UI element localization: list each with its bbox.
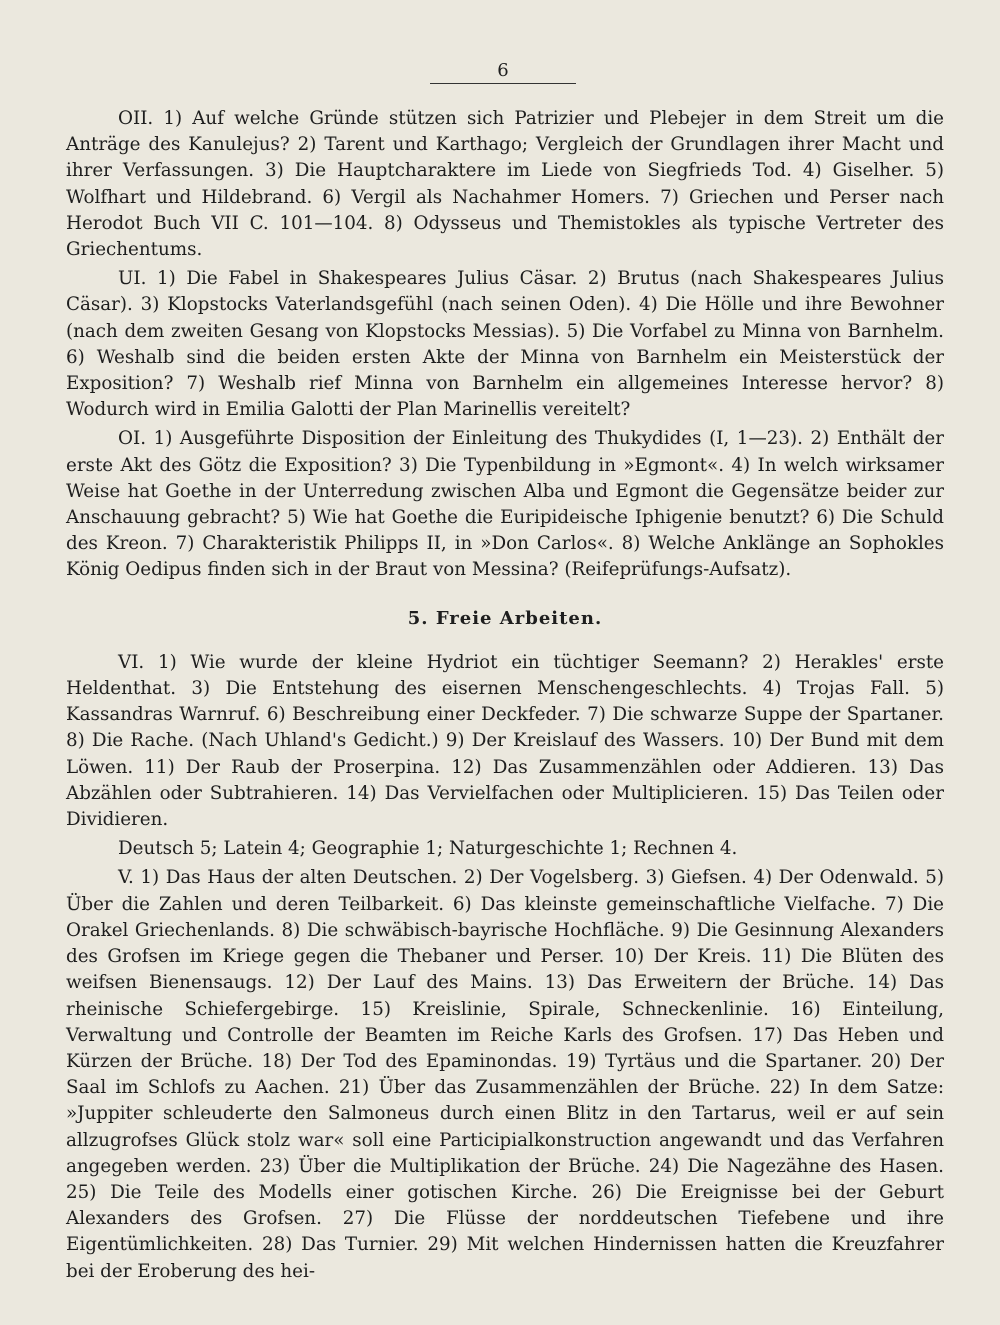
- paragraph-ui: UI. 1) Die Fabel in Shakespeares Julius Cäsar. 2) Brutus (nach Shakespeares Julius Cäsar). 3) Klopstocks Vaterlandsgefühl (nach seinen Oden). 4) Die Hölle und ihre Bewohner (nach dem zweiten Gesang von Klopstocks Messias). 5) Die Vorfabel zu Minna von Barnhelm. 6) Weshalb sind die beiden ersten Akte der Minna von Barnhelm ein Meisterstück der Exposition? 7) Weshalb rief Minna von Barnhelm ein allgemeines Interesse hervor? 8) Wodurch wird in Emilia Galotti der Plan Marinellis vereitelt?: [66, 268, 944, 421]
- summary-vi: Deutsch 5; Latein 4; Geographie 1; Naturgeschichte 1; Rechnen 4.: [118, 838, 738, 860]
- paragraph-vi: VI. 1) Wie wurde der kleine Hydriot ein tüchtiger Seemann? 2) Herakles' erste Heldenthat. 3) Die Entstehung des eisernen Menschengeschlechts. 4) Trojas Fall. 5) Kassandras Warnruf. 6) Beschreibung einer Deckfeder. 7) Die schwarze Suppe der Spartaner. 8) Die Rache. (Nach Uhland's Gedicht.) 9) Der Kreislauf des Wassers. 10) Der Bund mit dem Löwen. 11) Der Raub der Proserpina. 12) Das Zusammenzählen oder Addieren. 13) Das Abzählen oder Subtrahieren. 14) Das Vervielfachen oder Multiplicieren. 15) Das Teilen oder Dividieren.: [66, 651, 944, 831]
- paragraph-oi: OI. 1) Ausgeführte Disposition der Einleitung des Thukydides (I, 1—23). 2) Enthält der erste Akt des Götz die Exposition? 3) Die Typenbildung in »Egmont«. 4) In welch wirksamer Weise hat Goethe in der Unterredung zwischen Alba und Egmont die Gegensätze beider zur Anschauung gebracht? 5) Wie hat Goethe die Euripideische Iphigenie benutzt? 6) Die Schuld des Kreon. 7) Charakteristik Philipps II, in »Don Carlos«. 8) Welche Anklänge an Sophokles König Oedipus finden sich in der Braut von Messina? (Reifeprüfungs-Aufsatz).: [66, 428, 944, 581]
- page-content: [66, 106, 944, 1288]
- paragraph-v: V. 1) Das Haus der alten Deutschen. 2) Der Vogelsberg. 3) Giefsen. 4) Der Odenwald. 5) Über die Zahlen und deren Teilbarkeit. 6) Das kleinste gemeinschaftliche Vielfache. 7) Die Orakel Griechenlands. 8) Die schwäbisch-bayrische Hochfläche. 9) Die Gesinnung Alexanders des Grofsen im Kriege gegen die Thebaner und Perser. 10) Der Kreis. 11) Die Blüten des weifsen Bienensaugs. 12) Der Lauf des Mains. 13) Das Erweitern der Brüche. 14) Das rheinische Schiefergebirge. 15) Kreislinie, Spirale, Schneckenlinie. 16) Einteilung, Verwaltung und Controlle der Beamten im Reiche Karls des Grofsen. 17) Das Heben und Kürzen der Brüche. 18) Der Tod des Epaminondas. 19) Tyrtäus und die Spartaner. 20) Der Saal im Schlofs zu Aachen. 21) Über das Zusammenzählen der Brüche. 22) In dem Satze: »Juppiter schleuderte den Salmoneus durch einen Blitz in den Tartarus, weil er auf sein allzugrofses Glück stolz war« soll eine Participialkonstruction angewandt und das Verfahren angegeben werden. 23) Über die Multiplikation der Brüche. 24) Die Nagezähne des Hasen. 25) Die Teile des Modells einer gotischen Kirche. 26) Die Ereignisse bei der Geburt Alexanders des Grofsen. 27) Die Flüsse der norddeutschen Tiefebene und ihre Eigentümlichkeiten. 28) Das Turnier. 29) Mit welchen Hindernissen hatten die Kreuzfahrer bei der Eroberung des hei-: [66, 867, 944, 1282]
- section-heading: 5. Freie Arbeiten.: [407, 607, 603, 629]
- paragraph-oii: OII. 1) Auf welche Gründe stützen sich Patrizier und Plebejer in dem Streit um die Anträge des Kanulejus? 2) Tarent und Karthago; Vergleich der Grundlagen ihrer Macht und ihrer Verfassungen. 3) Die Hauptcharaktere im Liede von Siegfrieds Tod. 4) Giselher. 5) Wolfhart und Hildebrand. 6) Vergil als Nachahmer Homers. 7) Griechen und Perser nach Herodot Buch VII C. 101—104. 8) Odysseus und Themistokles als typische Vertreter des Griechentums.: [66, 108, 944, 261]
- page-number: 6: [430, 60, 576, 84]
